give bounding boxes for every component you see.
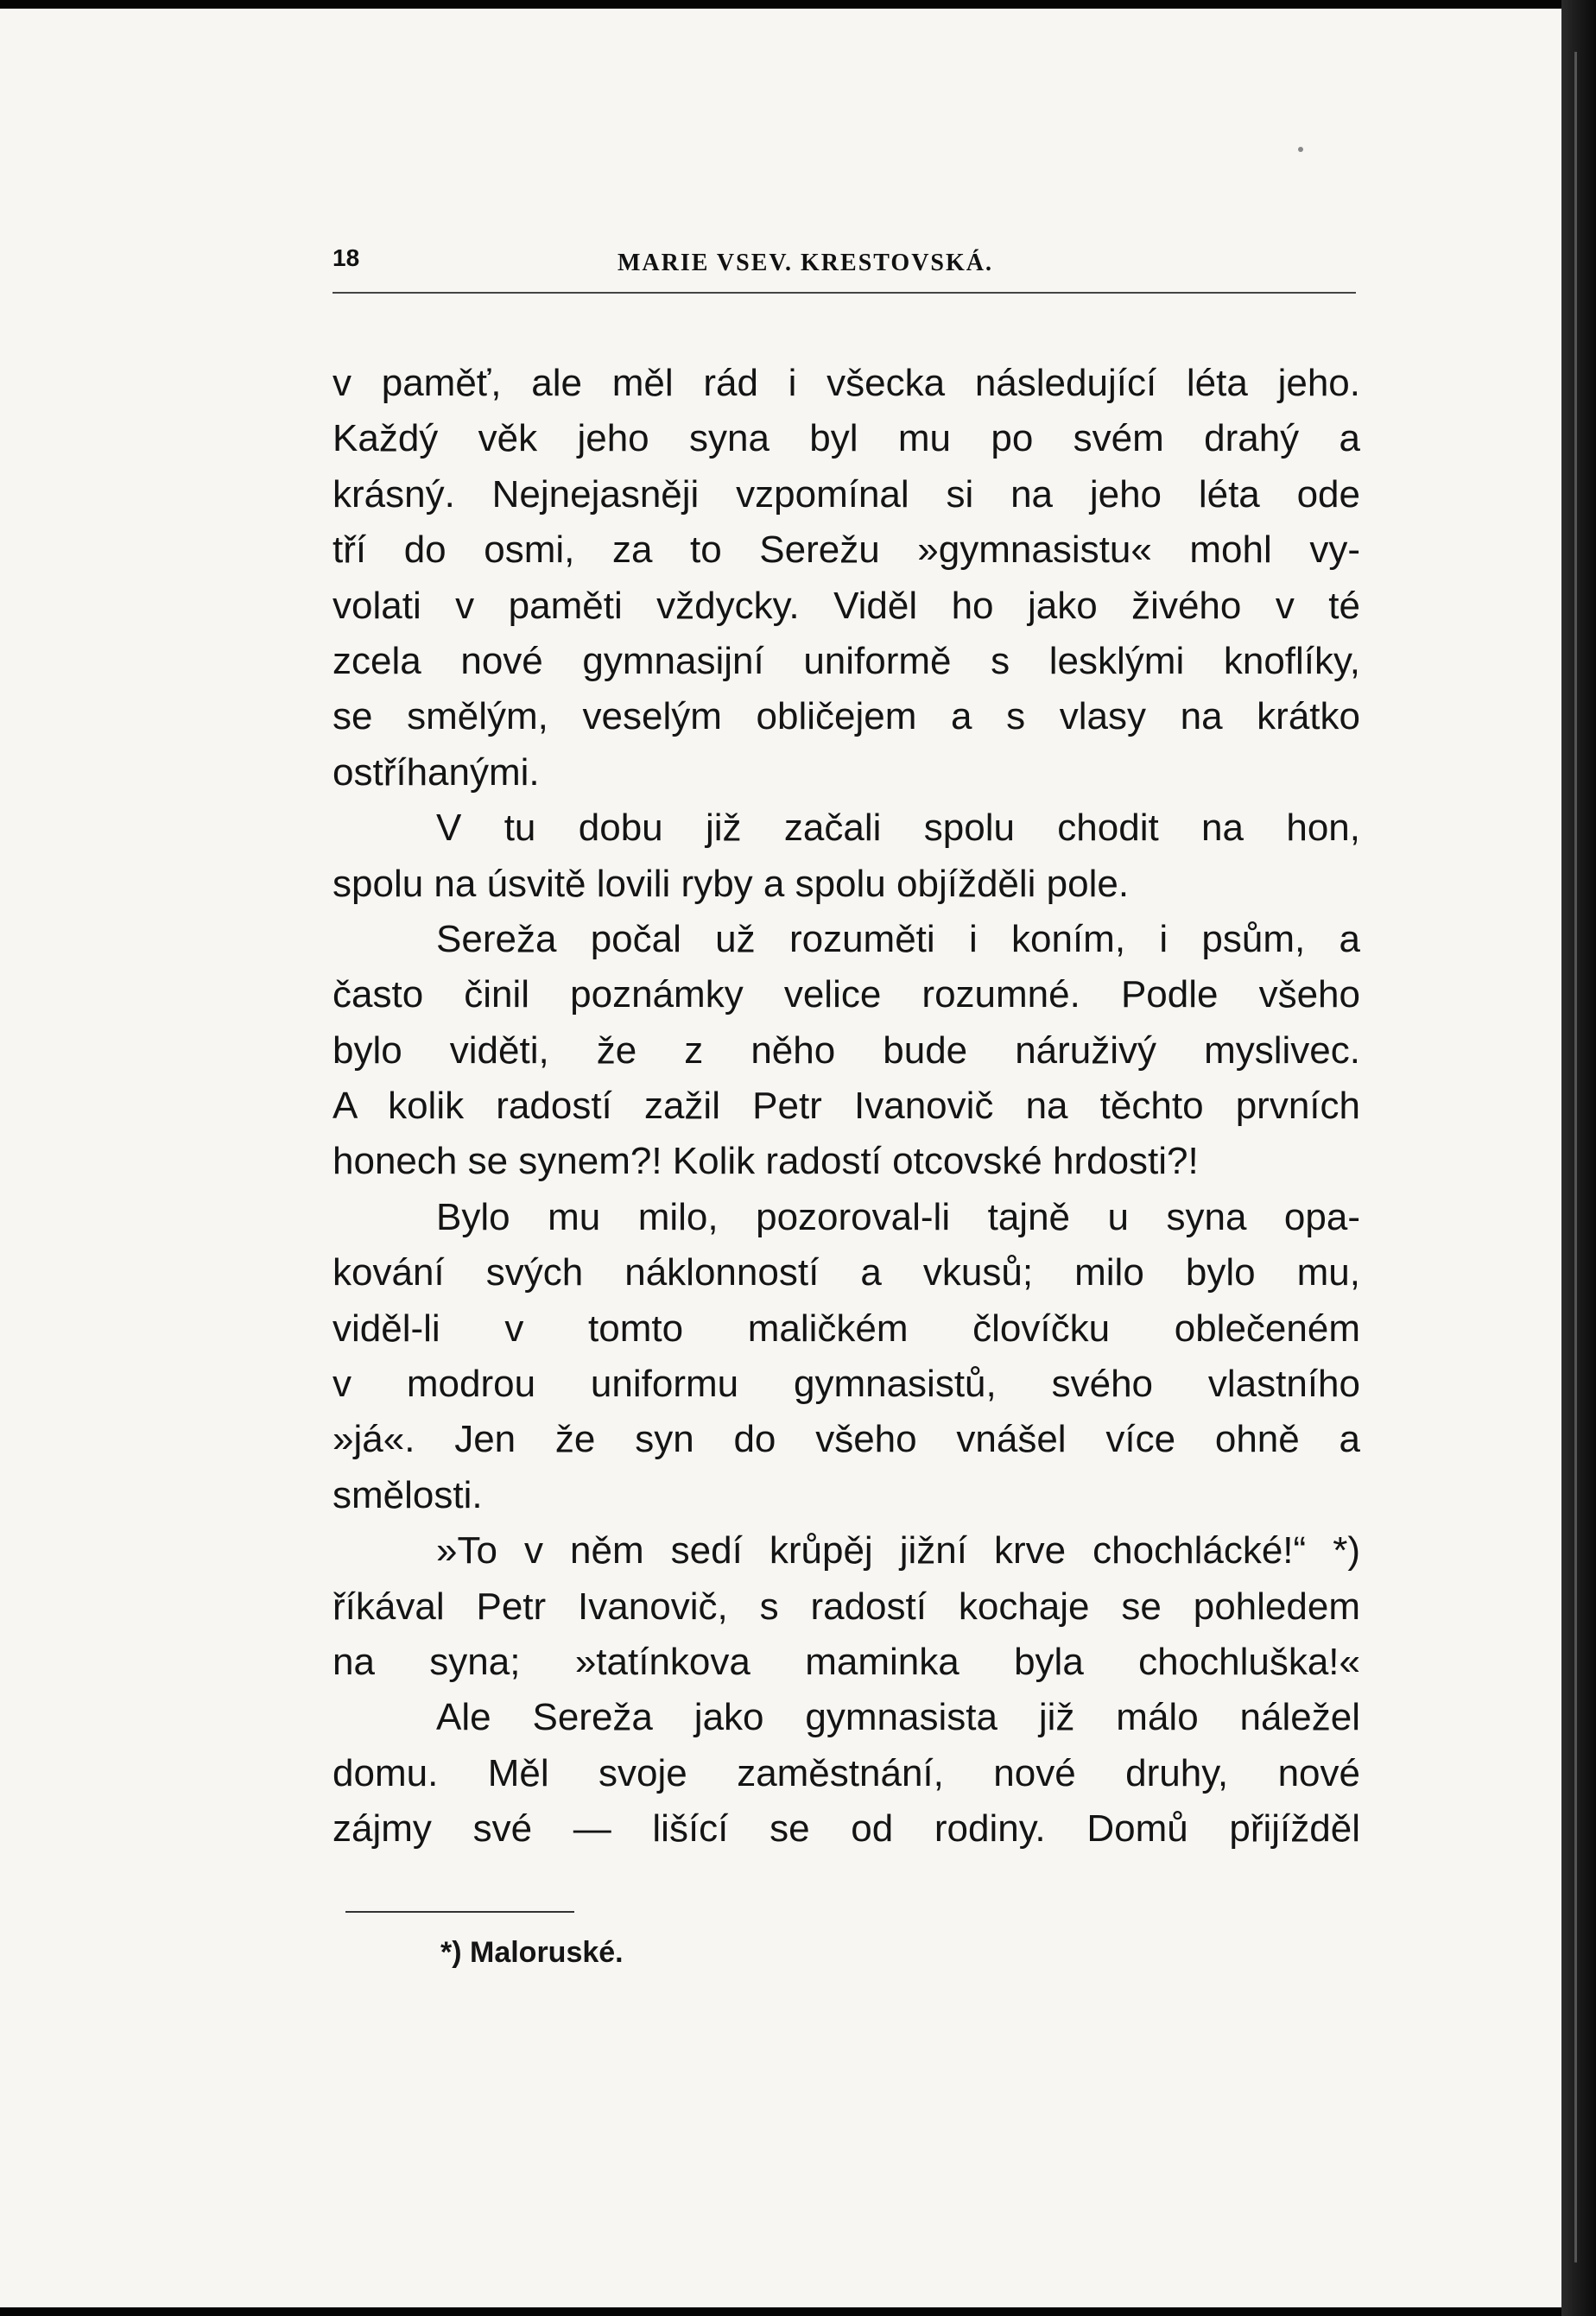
- text-line: volati v paměti vždycky. Viděl ho jako živého v té: [332, 584, 1360, 627]
- text-line: domu. Měl svoje zaměstnání, nové druhy, nové: [332, 1751, 1360, 1794]
- header-rule: [332, 292, 1356, 294]
- text-line: Bylo mu milo, pozoroval-li tajně u syna opa-: [436, 1195, 1360, 1238]
- text-line: říkával Petr Ivanovič, s radostí kochaje se pohledem: [332, 1585, 1360, 1628]
- running-title: MARIE VSEV. KRESTOVSKÁ.: [618, 250, 994, 276]
- text-line: Sereža počal už rozuměti i koním, i psům, a: [436, 917, 1360, 960]
- text-line: honech se synem?! Kolik radostí otcovské hrdosti?!: [332, 1140, 1199, 1183]
- text-line: zájmy své — lišící se od rodiny. Domů přijížděl: [332, 1807, 1360, 1851]
- text-line: bylo viděti, že z něho bude náruživý myslivec.: [332, 1028, 1360, 1072]
- body-text: [332, 356, 1360, 1857]
- text-line: A kolik radostí zažil Petr Ivanovič na těchto prvních: [332, 1085, 1360, 1128]
- page-number: 18: [332, 244, 360, 271]
- text-line: na syna; »tatínkova maminka byla chochluška!«: [332, 1640, 1360, 1683]
- text-line: tří do osmi, za to Serežu »gymnasistu« mohl vy-: [332, 528, 1360, 572]
- text-line: V tu dobu již začali spolu chodit na hon,: [436, 807, 1360, 850]
- text-line: v paměť, ale měl rád i všecka následující léta jeho.: [332, 362, 1360, 404]
- text-line: kování svých náklonností a vkusů; milo bylo mu,: [332, 1251, 1360, 1294]
- text-line: spolu na úsvitě lovili ryby a spolu objížděli pole.: [332, 862, 1130, 905]
- page-edge-line: [1574, 52, 1577, 2262]
- footnote-rule: [345, 1911, 574, 1913]
- text-line: »To v něm sedí krůpěj jižní krve chochlácké!“ *): [436, 1529, 1360, 1572]
- footnote: *) Maloruské.: [440, 1936, 624, 1969]
- scan-speck: [1298, 147, 1303, 152]
- text-line: krásný. Nejnejasněji vzpomínal si na jeho léta ode: [332, 472, 1360, 516]
- page-header: [332, 244, 1360, 283]
- text-line: »já«. Jen že syn do všeho vnášel více ohně a: [332, 1418, 1360, 1461]
- text-line: ostříhanými.: [332, 750, 540, 794]
- text-line: viděl-li v tomto maličkém človíčku oblečeném: [332, 1307, 1360, 1350]
- text-line: Ale Sereža jako gymnasista již málo náležel: [436, 1696, 1360, 1739]
- scan-border: [1561, 0, 1596, 2316]
- text-line: v modrou uniformu gymnasistů, svého vlastního: [332, 1363, 1360, 1406]
- text-line: zcela nové gymnasijní uniformě s lesklými knoflíky,: [332, 639, 1360, 682]
- text-line: často činil poznámky velice rozumné. Podle všeho: [332, 973, 1360, 1016]
- text-line: se smělým, veselým obličejem a s vlasy na krátko: [332, 695, 1360, 738]
- text-line: smělosti.: [332, 1473, 483, 1516]
- text-line: Každý věk jeho syna byl mu po svém drahý a: [332, 417, 1360, 460]
